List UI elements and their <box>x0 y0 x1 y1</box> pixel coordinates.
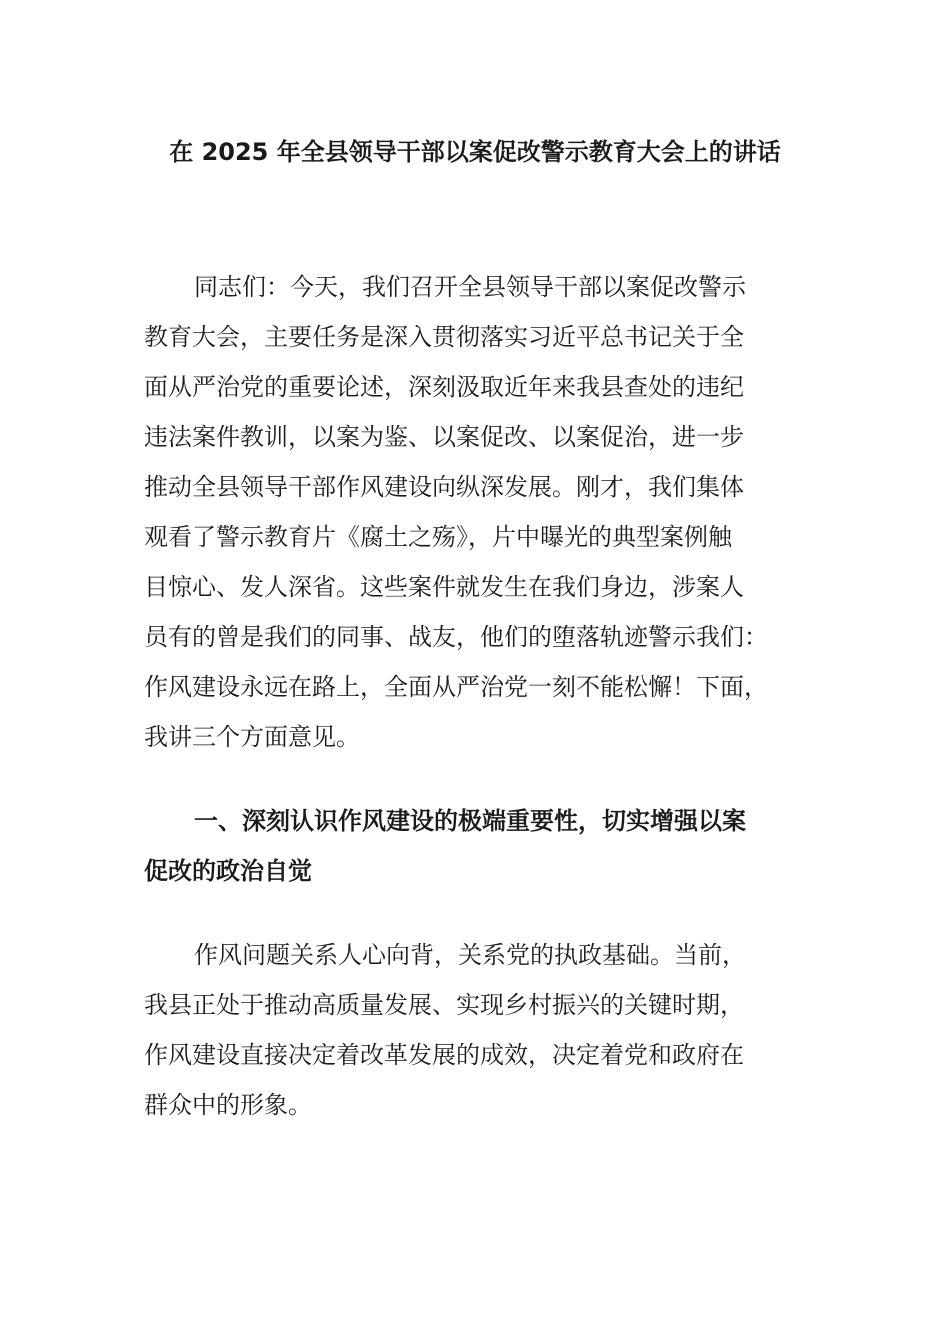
paragraph-line: 观看了警示教育片《腐土之殇》，片中曝光的典型案例触 <box>144 523 732 551</box>
paragraph-line: 目惊心、发人深省。这些案件就发生在我们身边，涉案人 <box>144 573 744 601</box>
paragraph-line: 推动全县领导干部作风建设向纵深发展。刚才，我们集体 <box>144 473 744 501</box>
paragraph-line: 群众中的形象。 <box>144 1091 312 1119</box>
paragraph-line: 同志们：今天，我们召开全县领导干部以案促改警示 <box>194 273 746 301</box>
section-heading-1 <box>144 796 808 896</box>
paragraph-line: 员有的曾是我们的同事、战友，他们的堕落轨迹警示我们： <box>144 623 768 651</box>
paragraph-line: 教育大会，主要任务是深入贯彻落实习近平总书记关于全 <box>144 323 744 351</box>
document-title: 在 2025 年全县领导干部以案促改警示教育大会上的讲话 <box>169 138 781 166</box>
section-1-paragraph <box>144 930 808 1130</box>
paragraph-line: 我县正处于推动高质量发展、实现乡村振兴的关键时期， <box>144 991 744 1019</box>
paragraph-line: 违法案件教训，以案为鉴、以案促改、以案促治，进一步 <box>144 423 744 451</box>
opening-paragraph <box>144 262 808 762</box>
heading-line: 促改的政治自觉 <box>144 857 312 885</box>
paragraph-line: 作风建设直接决定着改革发展的成效，决定着党和政府在 <box>144 1041 744 1069</box>
paragraph-line: 面从严治党的重要论述，深刻汲取近年来我县查处的违纪 <box>144 373 744 401</box>
paragraph-line: 作风建设永远在路上，全面从严治党一刻不能松懈！下面， <box>144 673 768 701</box>
paragraph-line: 我讲三个方面意见。 <box>144 723 360 751</box>
heading-line: 一、深刻认识作风建设的极端重要性，切实增强以案 <box>194 807 746 835</box>
paragraph-line: 作风问题关系人心向背，关系党的执政基础。当前， <box>194 941 746 969</box>
